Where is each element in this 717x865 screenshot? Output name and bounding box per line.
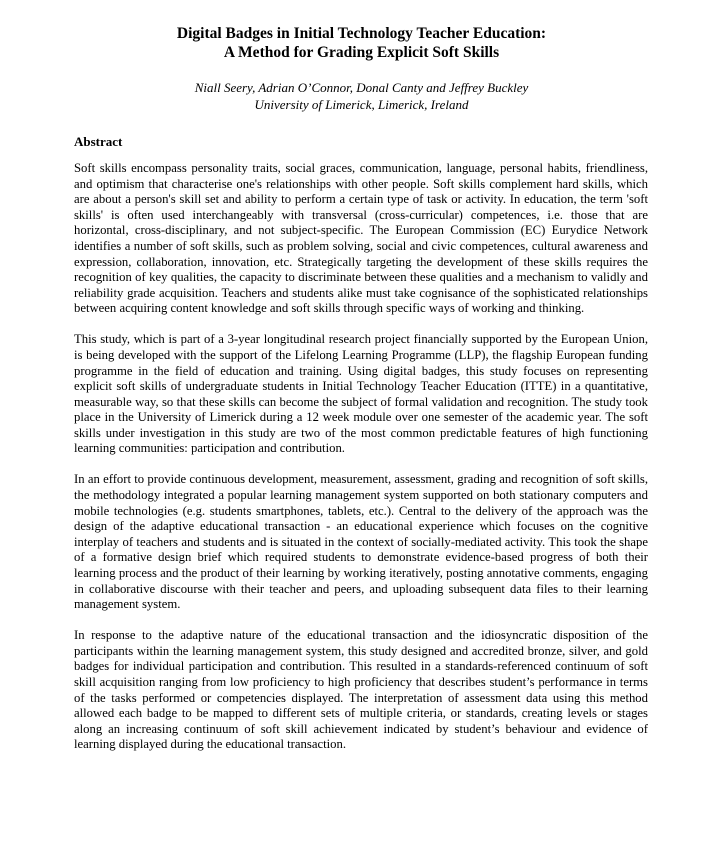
title-line-1: Digital Badges in Initial Technology Teacher Education: xyxy=(176,25,547,42)
abstract-paragraph-2: This study, which is part of a 3-year longitudinal research project financially supported by the European Union, is being developed with the support of the Lifelong Learning Programme (LLP), the flagship European funding programme in the field of education and training. Using digital badges, this study focuses on representing explicit soft skills of undergraduate students in Initial Technology Teacher Education (ITTE) in a quantitative, measurable way, so that these skills can become the subject of formal validation and recognition. The study took place in the University of Limerick during a 12 week module over one semester of the academic year. The soft skills under investigation in this study are two of the most common predictable features of high functioning learning communities: participation and contribution. xyxy=(74,332,648,456)
title-line-2: A Method for Grading Explicit Soft Skills xyxy=(223,44,500,61)
author-affiliation: University of Limerick, Limerick, Ireland xyxy=(254,97,469,112)
abstract-heading: Abstract xyxy=(74,134,123,149)
abstract-paragraph-4: In response to the adaptive nature of the educational transaction and the idiosyncratic disposition of the participants within the learning management system, this study designed and accredited bronze, silver, and gold badges for individual participation and contribution. This resulted in a standards-referenced continuum of soft skill acquisition ranging from low proficiency to high proficiency that describes student’s performance in terms of the tasks performed or competencies displayed. The interpretation of assessment data using this method allowed each badge to be mapped to different sets of multiple criteria, or standards, creating levels or stages along an increasing continuum of soft skill achievement indicated by student’s behaviour and evidence of learning displayed during the educational transaction. xyxy=(74,628,648,752)
abstract-paragraph-3: In an effort to provide continuous development, measurement, assessment, grading and recognition of soft skills, the methodology integrated a popular learning management system supported on both stationary computers and mobile technologies (e.g. students smartphones, tablets, etc.). Central to the delivery of the approach was the design of the adaptive educational transaction - an educational experience which focuses on the cognitive interplay of teachers and students and is situated in the context of socially-mediated activity. This took the shape of a formative design brief which required students to demonstrate evidence-based progress of both their learning process and the product of their learning by working iteratively, posting annotative comments, engaging in collaborative discourse with their teacher and peers, and uploading subsequent data files to their learning management system. xyxy=(74,472,648,612)
abstract-paragraph-1: Soft skills encompass personality traits, social graces, communication, language, personal habits, friendliness, and optimism that characterise one's relationships with other people. Soft skills complement hard skills, which are about a person's skill set and ability to perform a certain type of task or activity. In education, the term 'soft skills' is often used interchangeably with transversal (cross-curricular) competences, i.e. those that are horizontal, cross-disciplinary, and not subject-specific. The European Commission (EC) Eurydice Network identifies a number of soft skills, such as problem solving, social and civic competences, cultural awareness and expression, collaboration, innovation, etc. Strategically targeting the development of these skills requires the recognition of key qualities, the capacity to discriminate between these qualities and a mechanism to validly and reliability grade acquisition. Teachers and students alike must take cognisance of the sophisticated relationships between acquiring content knowledge and soft skills through specific ways of working and thinking. xyxy=(74,161,648,316)
author-block xyxy=(74,79,649,113)
abstract-body xyxy=(74,161,648,753)
paper-title xyxy=(74,24,649,62)
author-names: Niall Seery, Adrian O’Connor, Donal Canty and Jeffrey Buckley xyxy=(194,80,529,95)
